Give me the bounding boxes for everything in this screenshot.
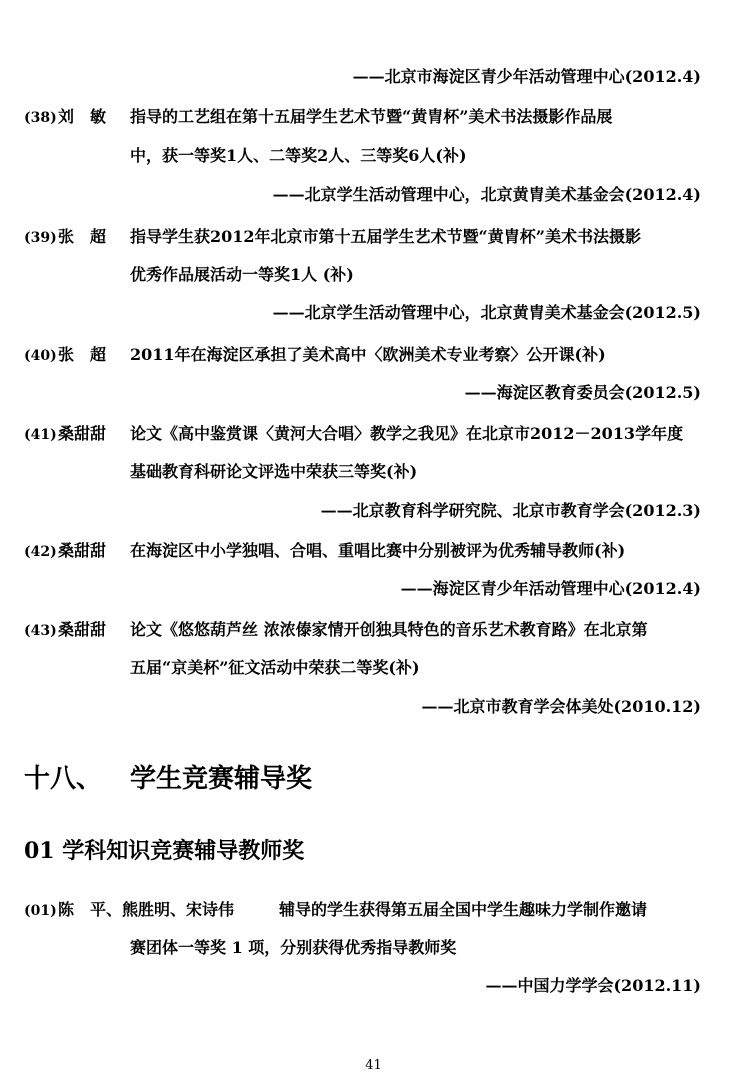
section-heading [24, 758, 424, 792]
entry-text: 在海淀区中小学独唱、合唱、重唱比赛中分别被评为优秀辅导教师(补) [130, 541, 626, 560]
teacher-name: 张 超 [58, 227, 107, 246]
entry-text-continued: 中，获一等奖1人、二等奖2人、三等奖6人(补) [130, 146, 467, 165]
entry-source: ——北京市教育学会体美处(2010.12) [421, 697, 701, 716]
entry-number: (43) [24, 623, 57, 639]
entry-text: 指导的工艺组在第十五届学生艺术节暨“黄胄杯”美术书法摄影作品展 [130, 107, 613, 126]
teacher-name: 张 超 [58, 345, 107, 364]
entry-text: 论文《高中鉴赏课〈黄河大合唱〉教学之我见》在北京市2012－2013学年度 [130, 424, 684, 443]
teacher-name: 桑甜甜 [58, 424, 107, 443]
entry-text: 2011年在海淀区承担了美术高中〈欧洲美术专业考察〉公开课(补) [130, 345, 606, 364]
entry-number: (40) [24, 348, 57, 364]
entry-source: ——北京教育科学研究院、北京市教育学会(2012.3) [320, 501, 701, 520]
entry-text-continued: 基础教育科研论文评选中荣获三等奖(补) [130, 462, 418, 481]
entry-source: ——中国力学学会(2012.11) [485, 976, 701, 995]
entry-number: (01) [24, 903, 57, 919]
entry-text: 指导学生获2012年北京市第十五届学生艺术节暨“黄胄杯”美术书法摄影 [130, 227, 641, 246]
teacher-name: 桑甜甜 [58, 620, 107, 639]
entry-source: ——北京学生活动管理中心，北京黄胄美术基金会(2012.4) [272, 185, 701, 204]
section-title: 学生竞赛辅导奖 [130, 764, 313, 794]
entry-number: (42) [24, 544, 57, 560]
entry-number: (39) [24, 230, 57, 246]
teacher-names: 陈 平、熊胜明、宋诗伟 [58, 900, 235, 919]
entry-source: ——海淀区青少年活动管理中心(2012.4) [400, 579, 701, 598]
entry-text-continued: 五届“京美杯”征文活动中荣获二等奖(补) [130, 658, 420, 677]
entry-text: 辅导的学生获得第五届全国中学生趣味力学制作邀请 [279, 900, 648, 919]
entry-source: ——海淀区教育委员会(2012.5) [464, 383, 701, 402]
teacher-name: 刘 敏 [58, 107, 107, 126]
teacher-name: 桑甜甜 [58, 541, 107, 560]
section-number: 十八、 [24, 764, 103, 794]
page-number: 41 [365, 1058, 382, 1073]
entry-text: 论文《悠悠葫芦丝 浓浓傣家情开创独具特色的音乐艺术教育路》在北京第 [130, 620, 648, 639]
entry-source: ——北京市海淀区青少年活动管理中心(2012.4) [352, 67, 701, 86]
entry-number: (38) [24, 110, 57, 126]
entry-source: ——北京学生活动管理中心，北京黄胄美术基金会(2012.5) [272, 303, 701, 322]
entry-text-continued: 赛团体一等奖 1 项，分别获得优秀指导教师奖 [130, 938, 457, 957]
subsection-heading: 01 学科知识竞赛辅导教师奖 [24, 838, 305, 864]
entry-text-continued: 优秀作品展活动一等奖1人 (补) [130, 265, 354, 284]
entry-number: (41) [24, 427, 57, 443]
